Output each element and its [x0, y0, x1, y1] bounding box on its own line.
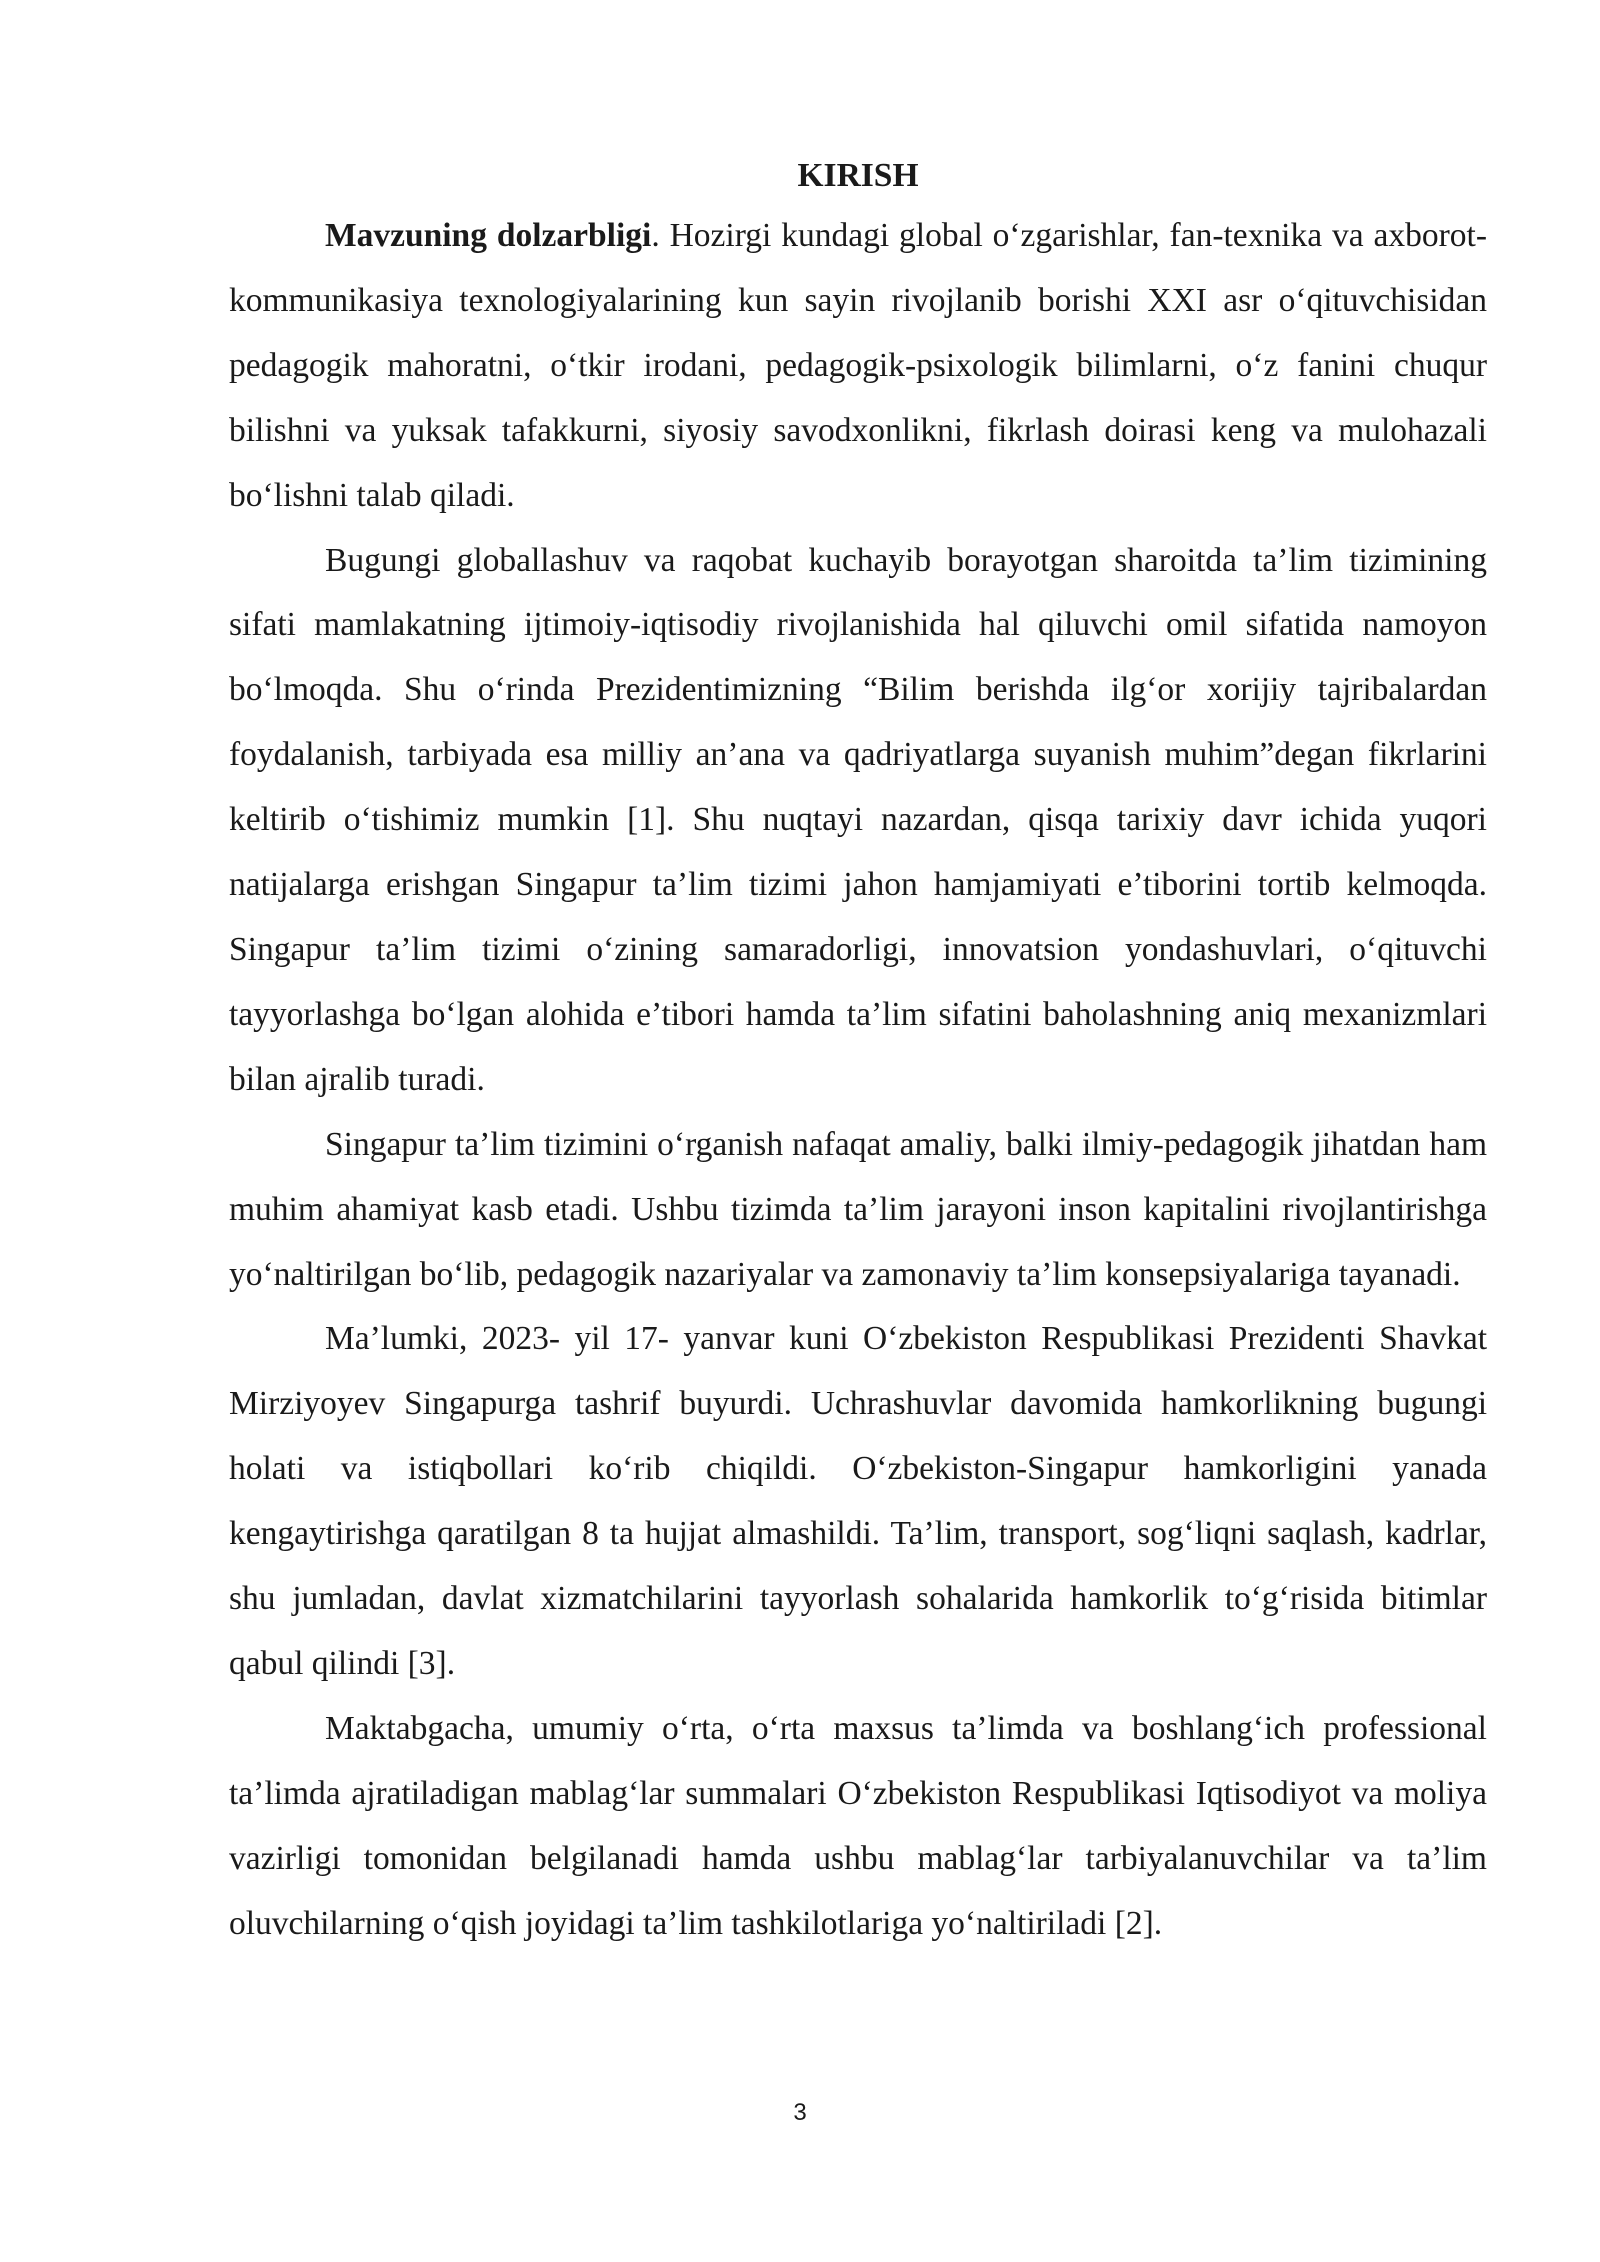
page-content — [229, 148, 1487, 1956]
paragraph-globalization: Bugungi globallashuv va raqobat kuchayib borayotgan sharoitda ta’lim tizimining sifati mamlakatning ijtimoiy-iqtisodiy rivojlanishida hal qiluvchi omil sifatida namoyon bo‘lmoqda. Shu o‘rinda Prezidentimizning “Bilim berishda ilg‘or xorijiy tajribalardan foydalanish, tarbiyada esa milliy an’ana va qadriyatlarga suyanish muhim”degan fikrlarini keltirib o‘tishimiz mumkin [1]. Shu nuqtayi nazardan, qisqa tarixiy davr ichida yuqori natijalarga erishgan Singapur ta’lim tizimi jahon hamjamiyati e’tiborini tortib kelmoqda. Singapur ta’lim tizimi o‘zining samaradorligi, innovatsion yondashuvlari, o‘qituvchi tayyorlashga bo‘lgan alohida e’tibori hamda ta’lim sifatini baholashning aniq mexanizmlari bilan ajralib turadi. — [229, 541, 1487, 1098]
paragraph-singapore-study: Singapur ta’lim tizimini o‘rganish nafaqat amaliy, balki ilmiy-pedagogik jihatdan ham muhim ahamiyat kasb etadi. Ushbu tizimda ta’lim jarayoni inson kapitalini rivojlantirishga yo‘naltirilgan bo‘lib, pedagogik nazariyalar va zamonaviy ta’lim konsepsiyalariga tayanadi. — [229, 1125, 1487, 1293]
paragraph-relevance — [229, 204, 1487, 529]
paragraph-funding: Maktabgacha, umumiy o‘rta, o‘rta maxsus ta’limda va boshlang‘ich professional ta’limda ajratiladigan mablag‘lar summalari O‘zbekiston Respublikasi Iqtisodiyot va moliya vazirligi tomonidan belgilanadi hamda ushbu mablag‘lar tarbiyalanuvchilar va ta’lim oluvchilarning o‘qish joyidagi ta’lim tashkilotlariga yo‘naltiriladi [2]. — [229, 1709, 1487, 1942]
section-title: KIRISH — [797, 157, 919, 194]
page-number: 3 — [793, 2099, 807, 2126]
paragraph-presidential-visit: Ma’lumki, 2023- yil 17- yanvar kuni O‘zbekiston Respublikasi Prezidenti Shavkat Mirziyoyev Singapurga tashrif buyurdi. Uchrashuvlar davomida hamkorlikning bugungi holati va istiqbollari ko‘rib chiqildi. O‘zbekiston-Singapur hamkorligini yanada kengaytirishga qaratilgan 8 ta hujjat almashildi. Ta’lim, transport, sog‘liqni saqlash, kadrlar, shu jumladan, davlat xizmatchilarini tayyorlash sohalarida hamkorlik to‘g‘risida bitimlar qabul qilindi [3]. — [229, 1320, 1487, 1682]
paragraph-text: . Hozirgi kundagi global o‘zgarishlar, fan-texnika va axborot-kommunikasiya texnologiyalarining kun sayin rivojlanib borishi XXI asr o‘qituvchisidan pedagogik mahoratni, o‘tkir irodani, pedagogik-psixologik bilimlarni, o‘z fanini chuqur bilishni va yuksak tafakkurni, siyosiy savodxonlikni, fikrlash doirasi keng va mulohazali bo‘lishni talab qiladi. — [229, 217, 1487, 514]
paragraph-lead: Mavzuning dolzarbligi — [325, 217, 652, 254]
